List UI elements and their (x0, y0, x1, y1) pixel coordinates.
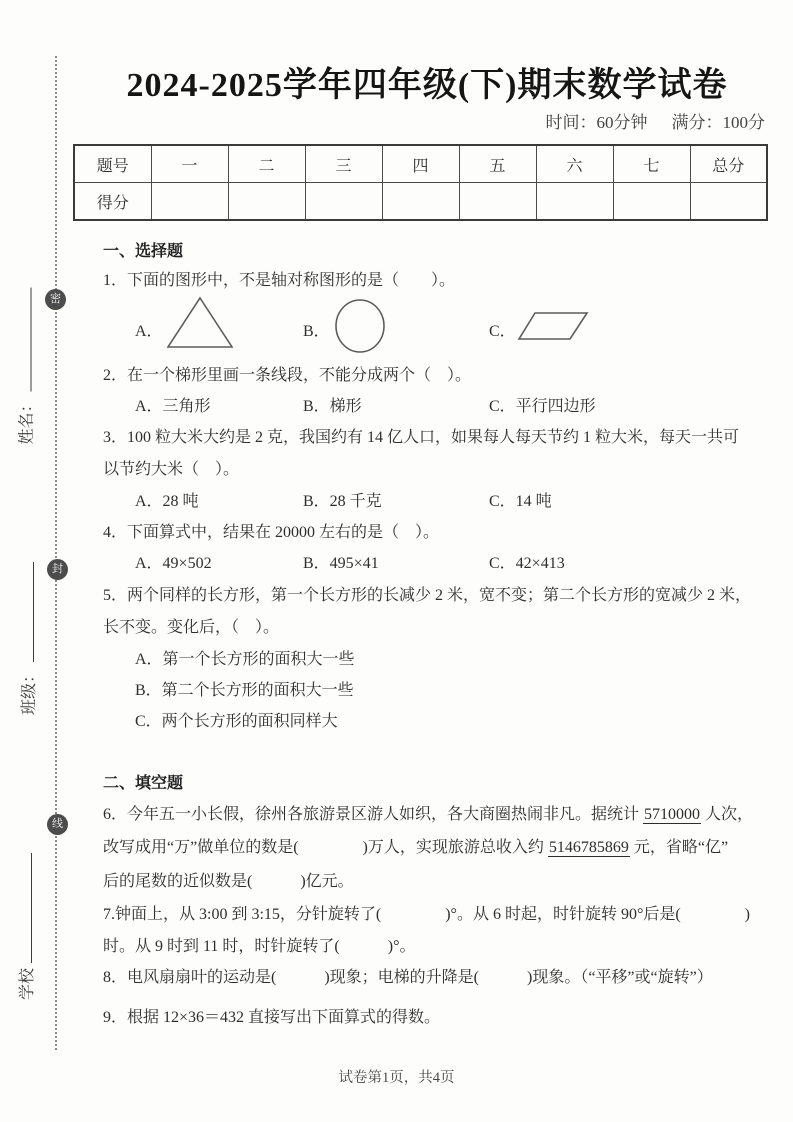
question-8-text: 8．电风扇扇叶的运动是( )现象；电梯的升降是( )现象。（“平移”或“旋转”） (103, 969, 713, 986)
q6-line2-pre: 改写成用“万”做单位的数是( )万人，实现旅游总收入约 (103, 839, 548, 856)
q5-option-b: B．第二个长方形的面积大一些 (135, 682, 354, 699)
exam-meta (546, 108, 766, 133)
score-cell (459, 183, 536, 221)
question-4-text: 4．下面算式中，结果在 20000 左右的是（ ）。 (103, 524, 440, 541)
seal-dotted-line (55, 56, 57, 1050)
page-title: 2024-2025学年四年级(下)期末数学试卷 (126, 67, 728, 104)
parallelogram-shape-icon (517, 311, 589, 341)
section1-heading: 一、选择题 (103, 243, 184, 260)
question-3-line2: 以节约大米（ ）。 (103, 461, 240, 478)
q4-option-c: C．42×413 (489, 555, 565, 572)
score-cell (151, 183, 228, 221)
question-6-line1 (103, 798, 771, 831)
option-b-label: B． (303, 323, 330, 340)
seal-badge-mi: 密 (45, 289, 66, 310)
score-table-col: 七 (613, 145, 690, 183)
question-1-text: 1．下面的图形中，不是轴对称图形的是（ ）。 (103, 272, 456, 289)
score-table-col: 四 (382, 145, 459, 183)
question-5-line2: 长不变。变化后，（ ）。 (103, 619, 280, 636)
circle-shape-icon (333, 298, 387, 354)
score-cell (228, 183, 305, 221)
score-table (73, 144, 768, 221)
q2-option-c: C．平行四边形 (489, 398, 596, 415)
question-7-line1: 7.钟面上，从 3:00 到 3:15，分针旋转了( )°。从 6 时起，时针旋转 90°后是( ) (103, 906, 751, 923)
q5-option-c: C．两个长方形的面积同样大 (135, 713, 338, 730)
q5-option-a: A．第一个长方形的面积大一些 (135, 651, 355, 668)
q6-line1-post: 人次， (701, 806, 754, 823)
score-info: 满分：100分 (671, 113, 765, 132)
score-table-col: 二 (228, 145, 305, 183)
q4-option-b: B．495×41 (303, 555, 379, 572)
seal-class-group (19, 545, 41, 715)
score-cell (305, 183, 382, 221)
seal-school-blank-line (18, 853, 32, 963)
score-cell (536, 183, 613, 221)
q6-revenue-number: 5146785869 (548, 839, 629, 856)
score-cell (382, 183, 459, 221)
section2-heading: 二、填空题 (103, 775, 184, 792)
option-a-label: A． (135, 323, 163, 340)
q2-option-b: B．梯形 (303, 398, 362, 415)
seal-school-label: 学校 (19, 967, 36, 1000)
score-row-label: 得分 (74, 183, 151, 221)
q3-option-a: A．28 吨 (135, 493, 199, 510)
score-table-col: 总分 (690, 145, 767, 183)
q6-visitors-number: 5710000 (644, 806, 701, 823)
seal-badge-feng: 封 (47, 559, 68, 580)
question-2-text: 2．在一个梯形里画一条线段，不能分成两个（ ）。 (103, 367, 472, 384)
seal-class-label: 班级： (21, 666, 38, 715)
seal-name-blank-line (18, 287, 32, 391)
question-6-line2 (103, 831, 771, 865)
score-cell (690, 183, 767, 221)
question-3-options (103, 486, 771, 517)
seal-name-label: 姓名： (18, 396, 36, 445)
question-2-options (103, 391, 771, 422)
score-table-col: 一 (151, 145, 228, 183)
score-cell (613, 183, 690, 221)
question-5-line1: 5．两个同样的长方形，第一个长方形的长减少 2 米，宽不变；第二个长方形的宽减少 2 米， (103, 587, 752, 604)
q3-option-b: B．28 千克 (303, 493, 382, 510)
seal-badge-xian: 线 (47, 814, 68, 835)
q3-option-c: C．14 吨 (489, 493, 552, 510)
score-table-col: 五 (459, 145, 536, 183)
q4-option-a: A．49×502 (135, 555, 212, 572)
score-table-header-row (74, 145, 767, 183)
seal-school-group (17, 832, 39, 1000)
question-4-options (103, 548, 771, 580)
question-1-shapes (103, 296, 771, 360)
seal-class-blank-line (20, 562, 34, 662)
question-3-line1: 3．100 粒大米大约是 2 克，我国约有 14 亿人口，如果每人每天节约 1 粒大米，每天一共可 (103, 429, 740, 446)
q6-line2-post: 元，省略“亿” (629, 839, 729, 856)
score-table-col: 六 (536, 145, 613, 183)
exam-body (103, 237, 771, 1034)
q6-line1-pre: 6．今年五一小长假，徐州各旅游景区游人如织，各大商圈热闹非凡。据统计 (103, 806, 644, 823)
score-table-col: 三 (305, 145, 382, 183)
score-table-score-row (74, 183, 767, 221)
time-info: 时间：60分钟 (545, 113, 648, 132)
q2-option-a: A．三角形 (135, 398, 211, 415)
score-table-header-label: 题号 (74, 145, 151, 183)
question-6-line3: 后的尾数的近似数是( )亿元。 (103, 873, 354, 890)
page-footer: 试卷第1页，共4页 (338, 1070, 455, 1086)
question-7-line2: 时。从 9 时到 11 时，时针旋转了( )°。 (103, 938, 416, 955)
triangle-shape-icon (165, 296, 237, 350)
seal-name-group (17, 272, 39, 445)
question-9-text: 9．根据 12×36＝432 直接写出下面算式的得数。 (103, 1009, 441, 1026)
option-c-label: C． (489, 323, 516, 340)
